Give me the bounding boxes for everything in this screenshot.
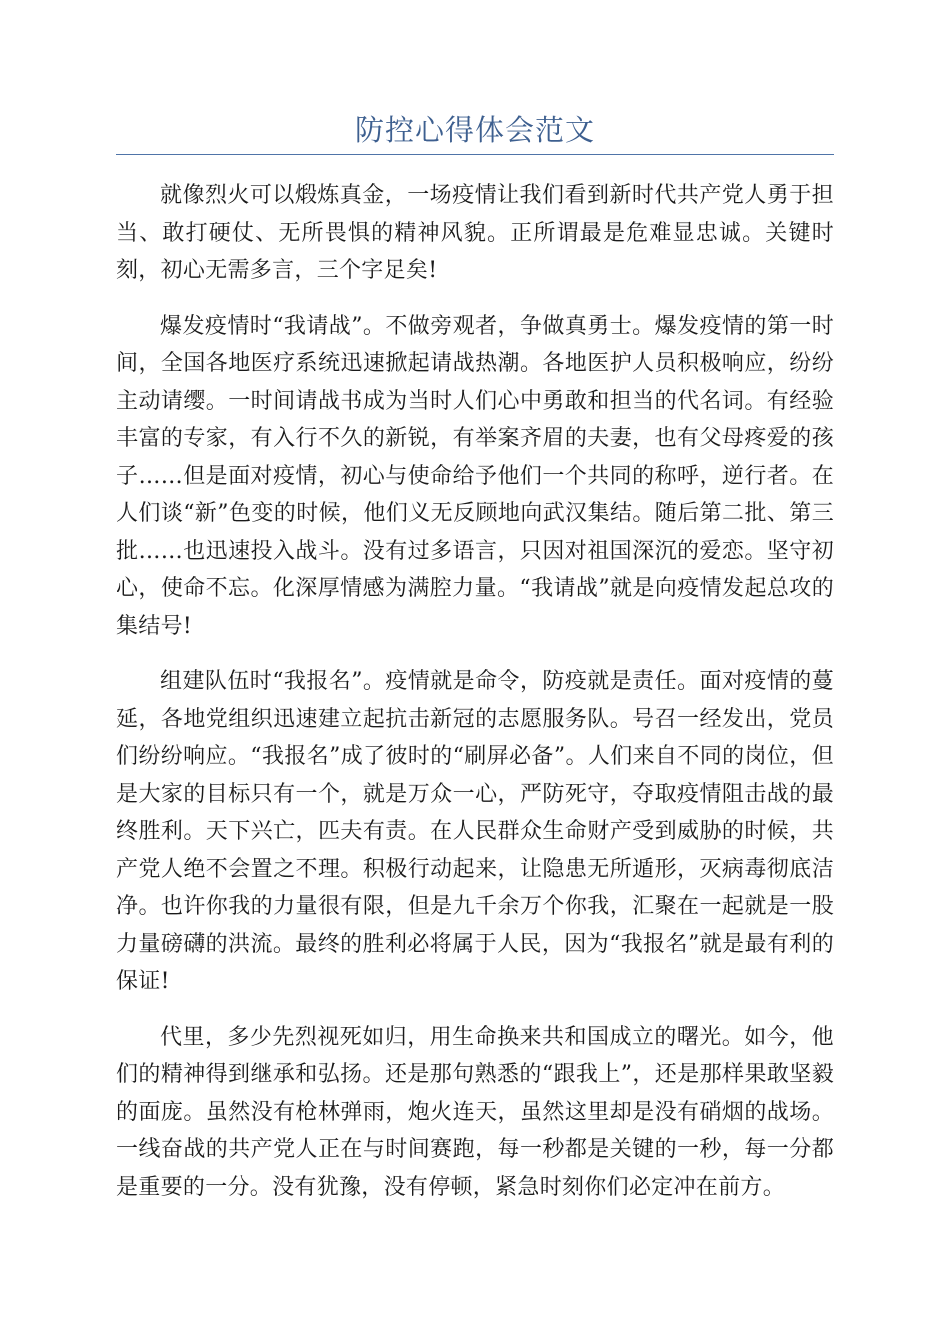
document-body bbox=[116, 177, 834, 1224]
title-divider bbox=[116, 154, 834, 155]
paragraph-1: 就像烈火可以煅炼真金，一场疫情让我们看到新时代共产党人勇于担当、敢打硬仗、无所畏惧的精神风貌。正所谓最是危难显忠诚。关键时刻，初心无需多言，三个字足矣! bbox=[116, 183, 834, 283]
paragraph-4: 代里，多少先烈视死如归，用生命换来共和国成立的曙光。如今，他们的精神得到继承和弘扬。还是那句熟悉的“跟我上”，还是那样果敢坚毅的面庞。虽然没有枪林弹雨，炮火连天，虽然这里却是没有硝烟的战场。一线奋战的共产党人正在与时间赛跑，每一秒都是关键的一秒，每一分都是重要的一分。没有犹豫，没有停顿，紧急时刻你们必定冲在前方。 bbox=[116, 1024, 834, 1200]
document-title: 防控心得体会范文 bbox=[354, 113, 595, 147]
paragraph-2: 爆发疫情时“我请战”。不做旁观者，争做真勇士。爆发疫情的第一时间，全国各地医疗系统迅速掀起请战热潮。各地医护人员积极响应，纷纷主动请缨。一时间请战书成为当时人们心中勇敢和担当的代名词。有经验丰富的专家，有入行不久的新锐，有举案齐眉的夫妻，也有父母疼爱的孩子……但是面对疫情，初心与使命给予他们一个共同的称呼，逆行者。在人们谈“新”色变的时候，他们义无反顾地向武汉集结。随后第二批、第三批……也迅速投入战斗。没有过多语言，只因对祖国深沉的爱恋。坚守初心，使命不忘。化深厚情感为满腔力量。“我请战”就是向疫情发起总攻的集结号! bbox=[116, 313, 834, 639]
paragraph-3: 组建队伍时“我报名”。疫情就是命令，防疫就是责任。面对疫情的蔓延，各地党组织迅速建立起抗击新冠的志愿服务队。号召一经发出，党员们纷纷响应。“我报名”成了彼时的“刷屏必备”。人们来自不同的岗位，但是大家的目标只有一个，就是万众一心，严防死守，夺取疫情阻击战的最终胜利。天下兴亡，匹夫有责。在人民群众生命财产受到威胁的时候，共产党人绝不会置之不理。积极行动起来，让隐患无所遁形，灭病毒彻底洁净。也许你我的力量很有限，但是九千余万个你我，汇聚在一起就是一股力量磅礴的洪流。最终的胜利必将属于人民，因为“我报名”就是最有利的保证! bbox=[116, 669, 834, 994]
